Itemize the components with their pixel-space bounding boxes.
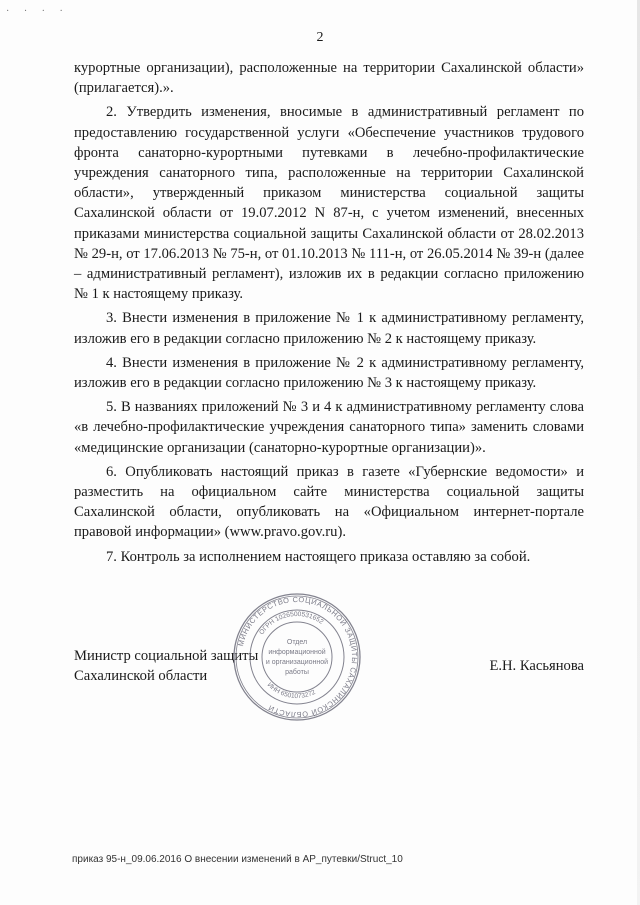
paragraph-4: 4. Внести изменения в приложение № 2 к административному регламенту, изложив его в редакции согласно приложению № 3 к настоящему приказу.: [74, 354, 584, 392]
paragraph-6: 6. Опубликовать настоящий приказ в газете «Губернские ведомости» и разместить на официальном сайте министерства социальной защиты Сахалинской области, опубликовать на «Официальном интернет-портале правовой информации» (www.pravo.gov.ru).: [74, 463, 584, 541]
stamp-outer-text: МИНИСТЕРСТВО СОЦИАЛЬНОЙ ЗАЩИТЫ САХАЛИНСКОЙ ОБЛАСТИ: [236, 594, 360, 720]
paragraph-5: 5. В названиях приложений № 3 и 4 к административному регламенту слова «в лечебно-профилактические учреждения санаторного типа» заменить словами «медицинские организации (санаторно-курортные организации)».: [74, 399, 584, 456]
paragraph-continuation: курортные организации), расположенные на территории Сахалинской области» (прилагается).».: [74, 60, 584, 97]
stamp-inn: ИНН 6501073272: [265, 681, 317, 701]
official-stamp: [232, 592, 362, 722]
paragraph-7: 7. Контроль за исполнением настоящего приказа оставляю за собой.: [106, 548, 531, 565]
paragraph-2: 2. Утвердить изменения, вносимые в административный регламент по предоставлению государственной услуги «Обеспечение участников трудового фронта санаторно-курортными путевками в лечебно-профилактические учреждения санаторного типа, расположенные на территории Сахалинской области», утвержденный приказом министерства социальной защиты Сахалинской области от 19.07.2012 N 87-н, с учетом изменений, внесенных приказами министерства социальной защиты Сахалинской области от 28.02.2013 № 29-н, от 17.06.2013 № 75-н, от 01.10.2013 № 111-н, от 26.05.2014 № 39-н (далее – административный регламент), изложив их в редакции согласно приложению № 1 к настоящему приказу.: [74, 104, 584, 303]
paragraph-3: 3. Внести изменения в приложение № 1 к административному регламенту, изложив его в редакции согласно приложению № 2 к настоящему приказу.: [74, 310, 584, 347]
stamp-center-line1: Отдел: [286, 639, 308, 646]
signatory-name: Е.Н. Касьянова: [489, 658, 584, 674]
stamp-center-line2: информационной: [268, 649, 326, 656]
stamp-ogrn: ОГРН 1026500531652: [258, 610, 325, 637]
document-body: [74, 58, 584, 567]
stamp-center-line3: и организационной: [265, 659, 329, 666]
document-footer: приказ 95-н_09.06.2016 О внесении изменений в АР_путевки/Struct_10: [72, 854, 403, 865]
signatory-title-line2: Сахалинской области: [74, 668, 208, 684]
signatory-title-line1: Министр социальной защиты: [74, 648, 259, 664]
stamp-center-line4: работы: [285, 669, 309, 676]
page-number: 2: [316, 30, 324, 45]
scan-artifact-dots: · · · ·: [6, 6, 69, 17]
